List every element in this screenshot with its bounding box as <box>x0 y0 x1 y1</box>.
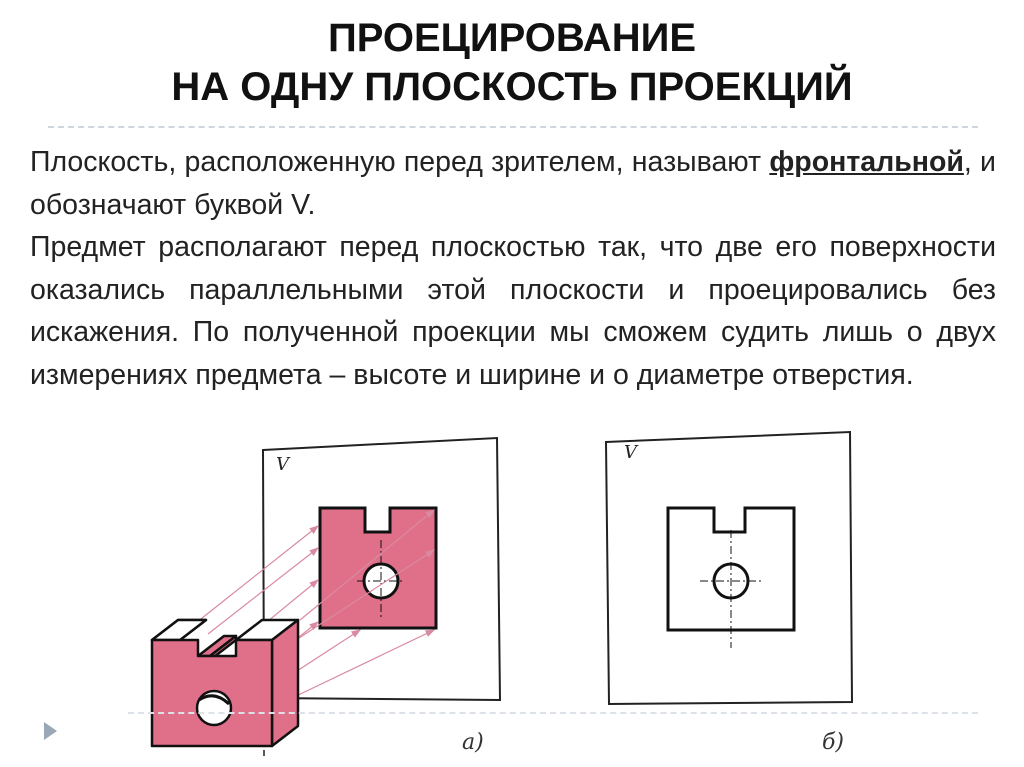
paragraph-2: Предмет располагают перед плоскостью так, что две его поверхности оказались параллельными этой плоскости и проецировались без искажения. По полученной проекции мы сможем судить лишь о двух измерениях предмета – высоте и ширине и о диаметре отверстия. <box>30 231 996 391</box>
solid-object <box>152 620 298 746</box>
projection-drawing <box>0 420 1024 767</box>
slide-title <box>0 14 1024 112</box>
plane-label-a: V <box>276 454 289 475</box>
projection-figure <box>0 420 1024 767</box>
caption-a: а) <box>462 730 484 755</box>
body-text <box>30 141 996 396</box>
title-line-1: ПРОЕЦИРОВАНИЕ <box>327 16 697 60</box>
plane-v-b <box>606 432 852 704</box>
title-divider <box>48 126 978 128</box>
footer-divider <box>128 712 978 714</box>
term-frontal: фронтальной <box>769 146 964 178</box>
next-slide-arrow-icon[interactable] <box>44 722 57 740</box>
caption-b: б) <box>822 730 845 755</box>
paragraph-1: Плоскость, расположенную перед зрителем, называют фронтальной, и обозначают буквой V. <box>30 146 996 221</box>
title-line-2: НА ОДНУ ПЛОСКОСТЬ ПРОЕКЦИЙ <box>171 65 853 109</box>
plane-label-b: V <box>624 442 637 463</box>
